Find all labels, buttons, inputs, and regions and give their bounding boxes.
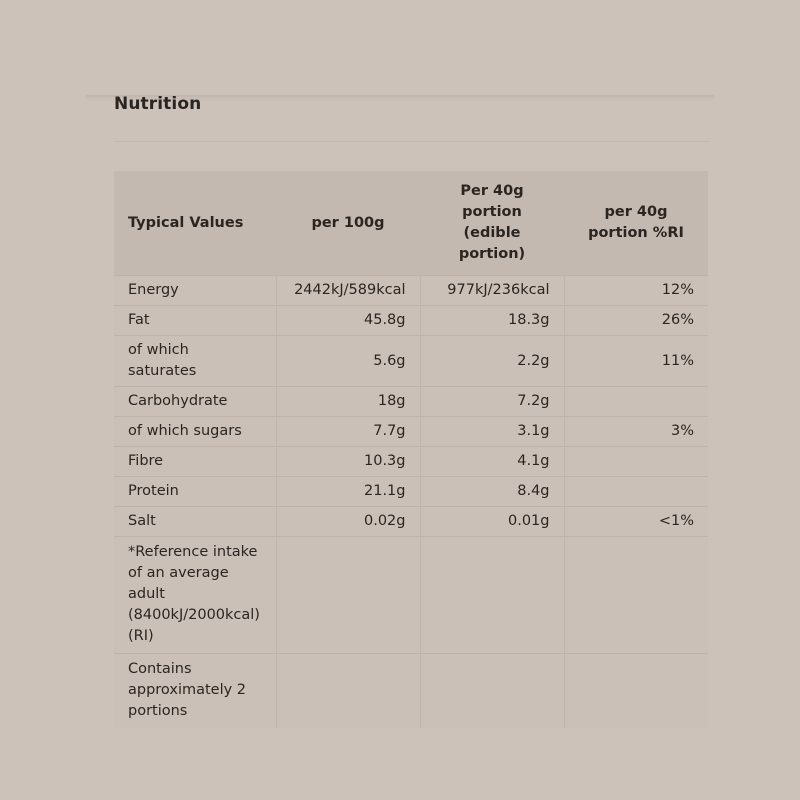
header-portion-ri: per 40g portion %RI (564, 171, 708, 276)
table-row (114, 507, 708, 537)
empty-cell (420, 654, 564, 729)
per-100g-value: 2442kJ/589kcal (276, 276, 420, 306)
ri-value (564, 387, 708, 417)
row-label: Fat (114, 306, 276, 336)
section-divider (114, 141, 710, 142)
per-100g-value: 18g (276, 387, 420, 417)
ri-value: <1% (564, 507, 708, 537)
table-row (114, 276, 708, 306)
per-portion-value: 2.2g (420, 336, 564, 387)
ri-value (564, 447, 708, 477)
row-label: of which sugars (114, 417, 276, 447)
ri-value: 26% (564, 306, 708, 336)
empty-cell (564, 654, 708, 729)
table-row (114, 336, 708, 387)
table-row (114, 387, 708, 417)
row-label: Salt (114, 507, 276, 537)
per-portion-value: 0.01g (420, 507, 564, 537)
header-per-portion: Per 40g portion (edible portion) (420, 171, 564, 276)
section-title: Nutrition (114, 94, 202, 114)
table-row (114, 306, 708, 336)
per-100g-value: 45.8g (276, 306, 420, 336)
empty-cell (420, 537, 564, 654)
per-portion-value: 7.2g (420, 387, 564, 417)
row-label: Protein (114, 477, 276, 507)
row-label: of which saturates (114, 336, 276, 387)
table-row (114, 417, 708, 447)
table-row (114, 654, 708, 729)
ri-value (564, 477, 708, 507)
portions-note: Contains approximately 2 portions (114, 654, 276, 729)
header-per-100g: per 100g (276, 171, 420, 276)
per-portion-value: 8.4g (420, 477, 564, 507)
per-100g-value: 5.6g (276, 336, 420, 387)
table-header-row (114, 171, 708, 276)
header-typical-values: Typical Values (114, 171, 276, 276)
empty-cell (276, 537, 420, 654)
per-portion-value: 3.1g (420, 417, 564, 447)
table-row (114, 447, 708, 477)
nutrition-table (114, 171, 708, 728)
per-100g-value: 7.7g (276, 417, 420, 447)
ri-value: 12% (564, 276, 708, 306)
per-100g-value: 21.1g (276, 477, 420, 507)
row-label: Carbohydrate (114, 387, 276, 417)
row-label: Fibre (114, 447, 276, 477)
per-portion-value: 4.1g (420, 447, 564, 477)
per-portion-value: 977kJ/236kcal (420, 276, 564, 306)
table-row (114, 477, 708, 507)
nutrition-table-container[interactable] (114, 171, 708, 719)
per-100g-value: 0.02g (276, 507, 420, 537)
empty-cell (564, 537, 708, 654)
reference-intake-note: *Reference intake of an average adult (8400kJ/2000kcal) (RI) (114, 537, 276, 654)
empty-cell (276, 654, 420, 729)
ri-value: 3% (564, 417, 708, 447)
table-row (114, 537, 708, 654)
row-label: Energy (114, 276, 276, 306)
per-100g-value: 10.3g (276, 447, 420, 477)
per-portion-value: 18.3g (420, 306, 564, 336)
ri-value: 11% (564, 336, 708, 387)
